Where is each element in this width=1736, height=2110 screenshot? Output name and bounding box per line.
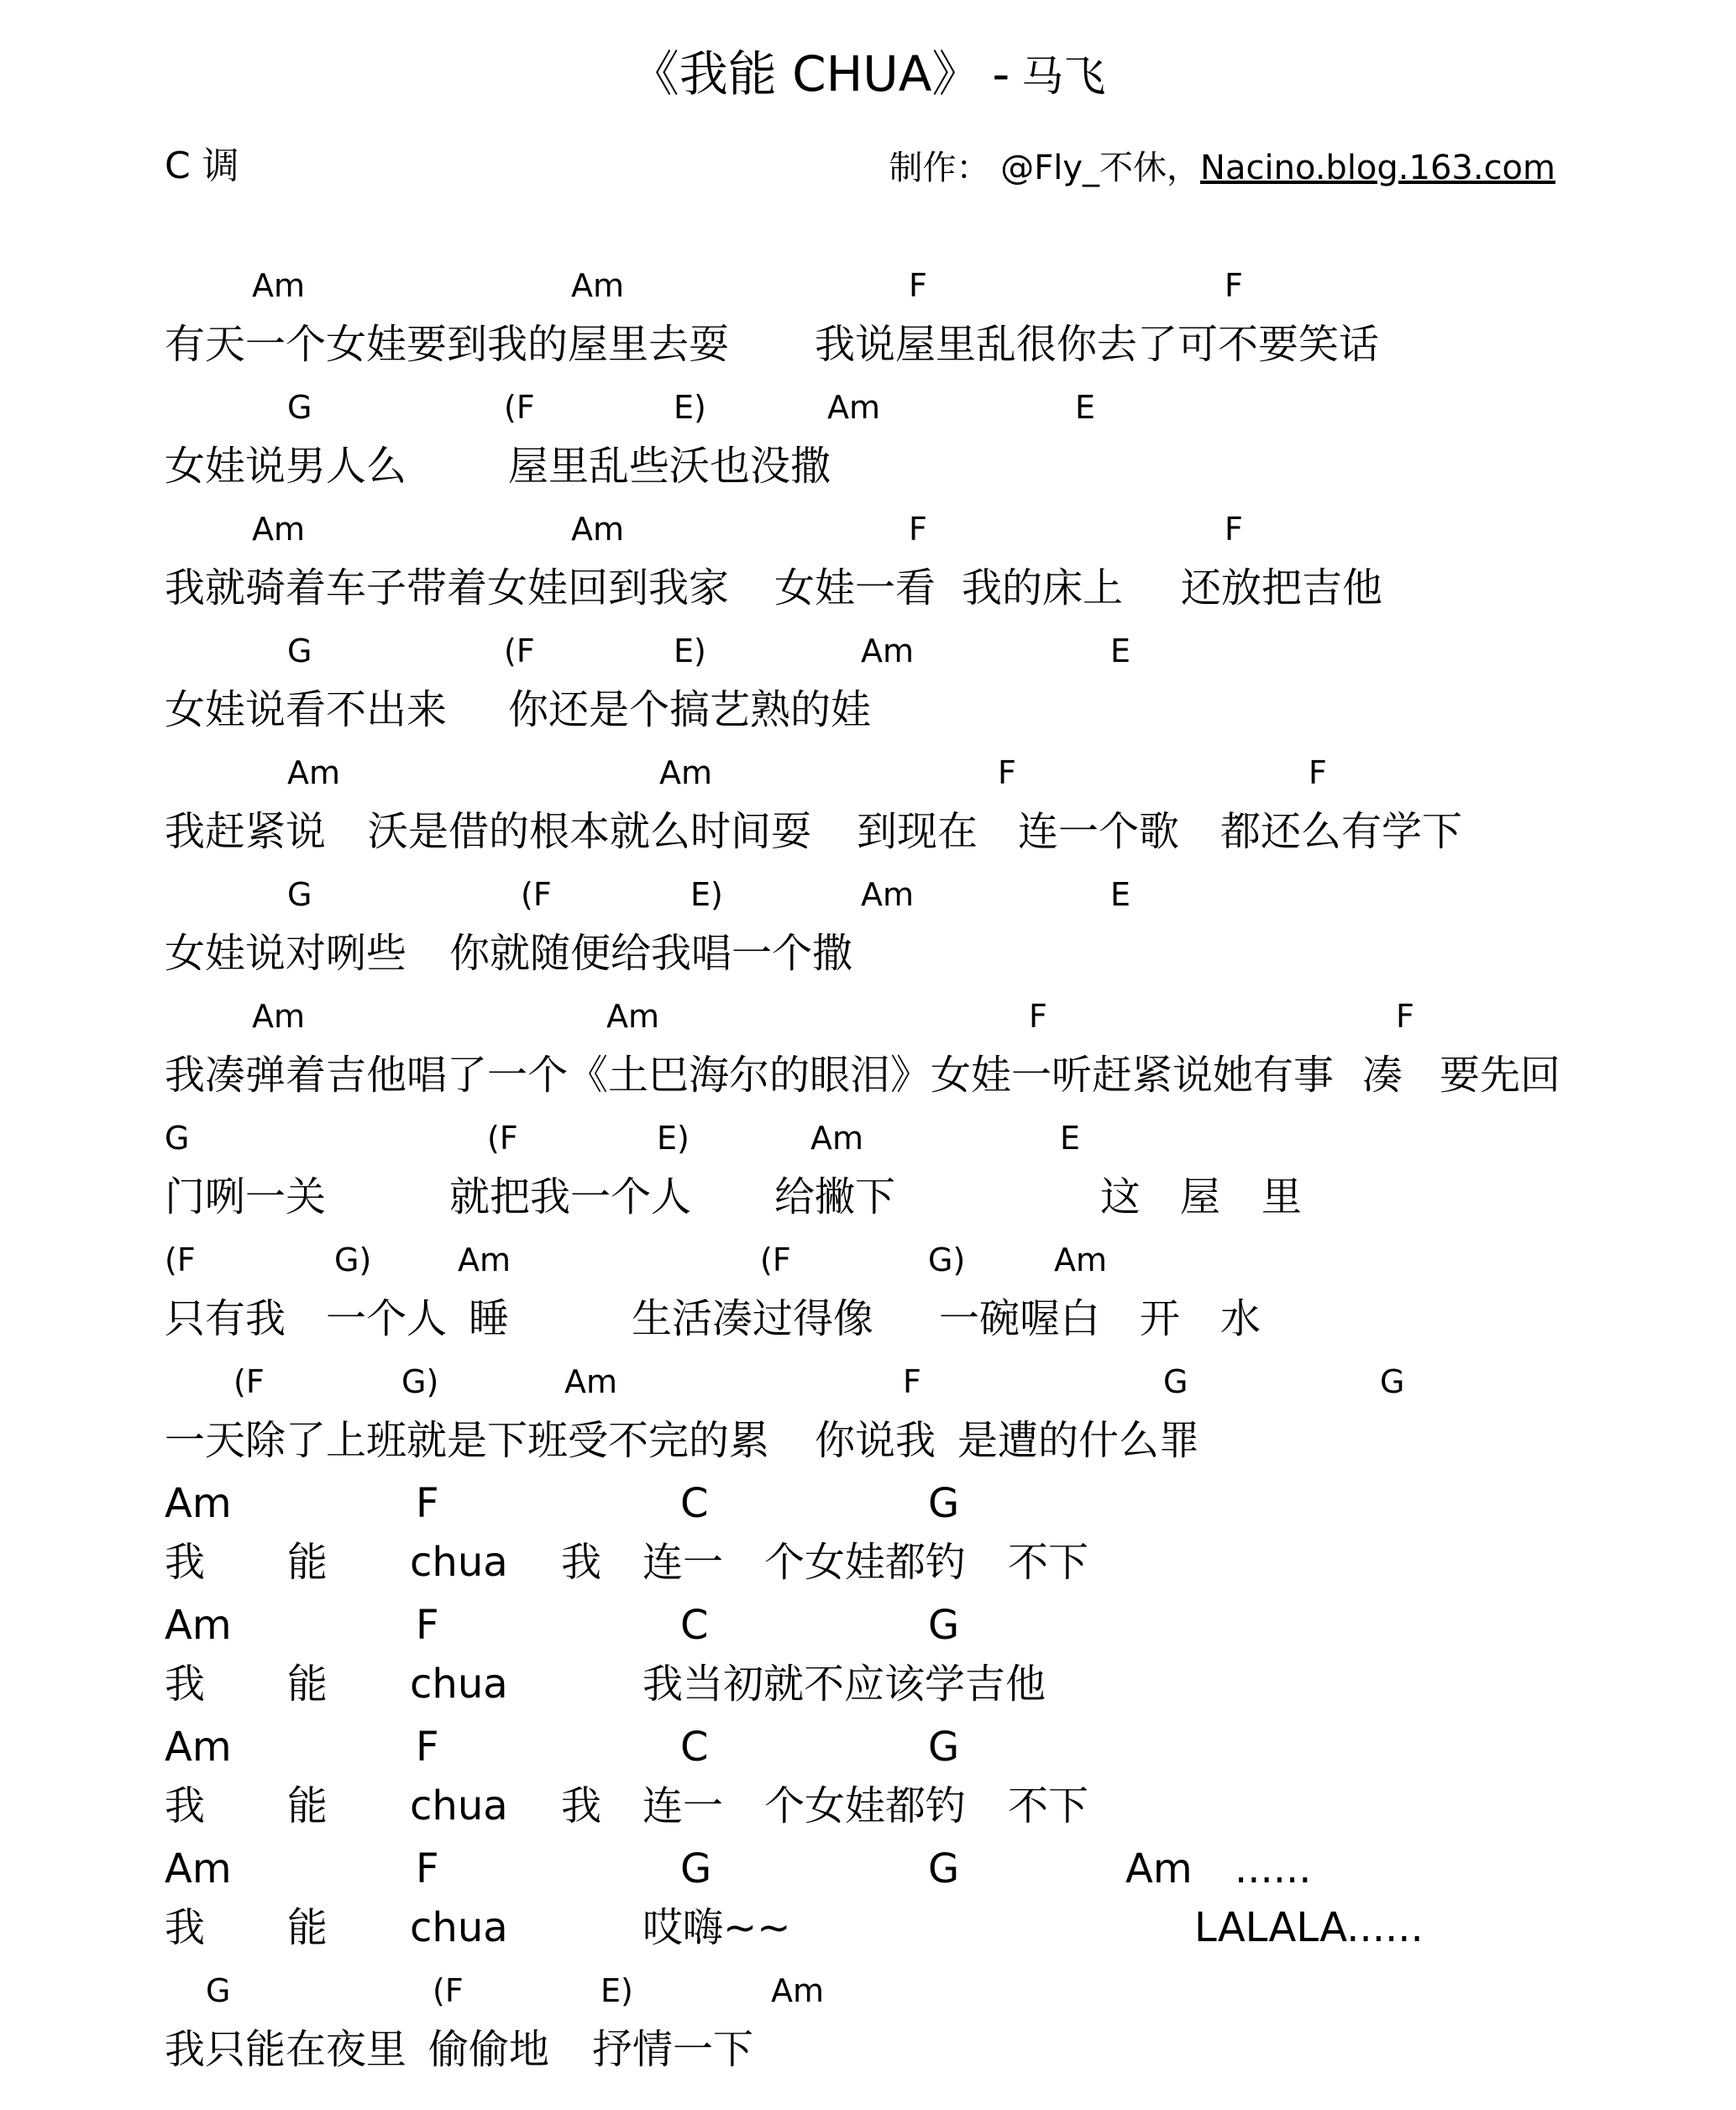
chord-symbol: E (1110, 632, 1131, 669)
chord-symbol: Am (659, 754, 713, 791)
lyric-segment: 不下 (1008, 1539, 1089, 1586)
lyric-segment: chua (410, 1782, 508, 1829)
lyric-segment: 女娃一看 (774, 564, 936, 611)
lyric-segment: 凑 (1362, 1052, 1403, 1099)
lyric-segment: 只有我 (165, 1295, 286, 1342)
lyric-segment: 屋里乱些沃也没撒 (508, 443, 831, 490)
lyric-segment: 一天除了上班就是下班受不完的累 (165, 1417, 770, 1464)
chord-symbol: E (1110, 876, 1131, 913)
chord-symbol: G (1163, 1363, 1188, 1400)
credits-label: 制作： (889, 149, 990, 187)
chord-symbol: (F (760, 1241, 791, 1278)
lyric-segment: 睡 (469, 1295, 510, 1342)
chord-symbol: G (287, 389, 312, 426)
lyric-segment: 我 (165, 1661, 206, 1708)
lyric-segment: 开 (1140, 1295, 1181, 1342)
credits-blog-link[interactable]: Nacino.blog.163.com (1200, 149, 1555, 187)
lyric-line (0, 1533, 1736, 1592)
lyric-segment: 连一个歌 (1018, 808, 1180, 855)
lyric-segment: 我赶紧说 (165, 808, 327, 855)
lyric-line (0, 680, 1736, 739)
chord-symbol: Am (606, 998, 660, 1035)
chord-line (0, 256, 1736, 315)
lyric-segment: 到现在 (857, 808, 978, 855)
chord-symbol: G) (401, 1363, 439, 1400)
chord-line (0, 1961, 1736, 2020)
chord-symbol: Am (1125, 1845, 1193, 1892)
lyric-segment: 能 (287, 1782, 328, 1829)
lyric-segment: chua (410, 1539, 508, 1586)
chord-line (0, 622, 1736, 680)
chord-line (0, 987, 1736, 1046)
lyric-segment: 女娃说男人么 (165, 443, 407, 490)
lyric-segment: 我 (165, 1904, 206, 1951)
chord-symbol: Am (571, 267, 625, 304)
chord-line (0, 1718, 1736, 1777)
chord-symbol: (F (504, 389, 535, 426)
chord-symbol: G (928, 1480, 960, 1527)
chord-symbol: F (903, 1363, 921, 1400)
chord-symbol: F (998, 754, 1016, 791)
chord-line (0, 1109, 1736, 1168)
lyric-segment: 女娃说对咧些 (165, 930, 407, 977)
lyric-segment: 门咧一关 (165, 1173, 327, 1220)
chord-symbol: Am (861, 632, 915, 669)
lyric-segment: 我说屋里乱很你去了可不要笑话 (815, 321, 1380, 368)
lyric-line (0, 1655, 1736, 1714)
chord-symbol: C (680, 1602, 709, 1649)
song-title: 《我能 CHUA》 (630, 45, 981, 102)
lyric-segment: 一碗喔白 (939, 1295, 1101, 1342)
chord-symbol: F (909, 267, 927, 304)
chord-symbol: Am (165, 1480, 232, 1527)
chord-symbol: F (1396, 998, 1414, 1035)
chord-symbol: Am (810, 1120, 864, 1157)
chord-symbol: F (1029, 998, 1047, 1035)
song-title-line (0, 40, 1736, 110)
lyric-line (0, 924, 1736, 983)
chord-symbol: (F (433, 1972, 464, 2009)
chord-symbol: G) (334, 1241, 372, 1278)
lyric-line (0, 2020, 1736, 2079)
lyric-line (0, 315, 1736, 374)
chord-symbol: Am (571, 511, 625, 548)
lyric-line (0, 1898, 1736, 1957)
chord-symbol: Am (458, 1241, 511, 1278)
chord-symbol: G (928, 1724, 960, 1771)
chord-line (0, 743, 1736, 802)
lyric-segment: 我凑弹着吉他唱了一个《土巴海尔的眼泪》女娃一听赶紧说她有事 (165, 1052, 1335, 1099)
chord-line (0, 378, 1736, 437)
lyric-segment: 连一 (642, 1782, 724, 1829)
chord-symbol: Am (564, 1363, 618, 1400)
lyric-segment: 你说我 (815, 1417, 936, 1464)
lyric-line (0, 437, 1736, 496)
chord-symbol: E) (690, 876, 723, 913)
lyric-segment: 屋 (1180, 1173, 1221, 1220)
chord-symbol: C (680, 1724, 709, 1771)
chord-line (0, 500, 1736, 559)
lyric-line (0, 559, 1736, 617)
lyric-segment: 里 (1261, 1173, 1303, 1220)
lyric-line (0, 1777, 1736, 1835)
lyric-line (0, 1411, 1736, 1470)
credits-author: @Fly_不休， (1000, 149, 1201, 187)
chord-symbol: E (1075, 389, 1096, 426)
chord-symbol: G (287, 632, 312, 669)
chord-line (0, 1474, 1736, 1533)
lyric-line (0, 1168, 1736, 1226)
chord-symbol: G (1380, 1363, 1405, 1400)
chord-symbol: F (416, 1724, 439, 1771)
lyric-segment: 你就随便给我唱一个撒 (449, 930, 853, 977)
chord-symbol: F (1225, 511, 1243, 548)
chord-symbol: G (287, 876, 312, 913)
lyric-segment: 个女娃都钓 (764, 1782, 967, 1829)
lyric-segment: 能 (287, 1661, 328, 1708)
lyric-segment: 这 (1100, 1173, 1141, 1220)
chord-symbol: G (206, 1972, 231, 2009)
chord-symbol: F (416, 1845, 439, 1892)
chord-symbol: (F (521, 876, 552, 913)
lyric-segment: 是遭的什么罪 (957, 1417, 1200, 1464)
lyric-segment: 一个人 (326, 1295, 448, 1342)
song-key: C 调 (165, 144, 239, 187)
chord-symbol: G) (928, 1241, 966, 1278)
chord-symbol: Am (1054, 1241, 1108, 1278)
chord-symbol: Am (165, 1724, 232, 1771)
lyric-segment: 水 (1220, 1295, 1261, 1342)
chord-symbol: (F (487, 1120, 518, 1157)
chord-symbol: Am (252, 267, 306, 304)
lyric-segment: 生活凑过得像 (632, 1295, 874, 1342)
chord-symbol: Am (771, 1972, 825, 2009)
lyric-segment: 哎嗨~~ (642, 1904, 791, 1951)
lyric-segment: chua (410, 1661, 508, 1708)
lyric-line (0, 802, 1736, 861)
lyric-segment: 连一 (642, 1539, 724, 1586)
lyric-segment: 女娃说看不出来 (165, 686, 448, 733)
lyric-segment: 有天一个女娃要到我的屋里去耍 (165, 321, 730, 368)
credits (889, 143, 1555, 193)
lyric-segment: 还放把吉他 (1181, 564, 1383, 611)
chord-symbol: Am (287, 754, 341, 791)
lyric-segment: 能 (287, 1904, 328, 1951)
lyric-segment: 给撇下 (774, 1173, 896, 1220)
lyric-segment: 你还是个搞艺熟的娃 (508, 686, 872, 733)
lyric-segment: 我的床上 (962, 564, 1124, 611)
chord-symbol: ...... (1235, 1845, 1312, 1892)
chord-symbol: Am (861, 876, 915, 913)
artist-name: 马飞 (1021, 52, 1106, 101)
chord-line (0, 1231, 1736, 1289)
lyric-segment: 偷偷地 (428, 2026, 550, 2073)
chord-line (0, 1840, 1736, 1898)
lyric-segment: 我 (561, 1539, 602, 1586)
chord-symbol: Am (252, 511, 306, 548)
lyric-segment: 我当初就不应该学吉他 (642, 1661, 1046, 1708)
title-dash: - (992, 45, 1010, 102)
lyric-segment: 不下 (1008, 1782, 1089, 1829)
chord-symbol: G (928, 1602, 960, 1649)
chord-symbol: E) (674, 632, 706, 669)
lyric-segment: 能 (287, 1539, 328, 1586)
chord-symbol: C (680, 1480, 709, 1527)
chord-symbol: (F (233, 1363, 265, 1400)
lyric-segment: 我 (165, 1782, 206, 1829)
chord-symbol: F (909, 511, 927, 548)
chord-symbol: Am (165, 1845, 232, 1892)
lyric-segment: 我 (165, 1539, 206, 1586)
chord-symbol: E) (657, 1120, 690, 1157)
chord-symbol: Am (165, 1602, 232, 1649)
chord-symbol: F (416, 1480, 439, 1527)
chord-symbol: Am (827, 389, 881, 426)
chord-symbol: G (928, 1845, 960, 1892)
lyric-segment: 我就骑着车子带着女娃回到我家 (165, 564, 730, 611)
chord-symbol: E) (601, 1972, 633, 2009)
chord-line (0, 1352, 1736, 1411)
chord-line (0, 865, 1736, 924)
lyric-segment: 我只能在夜里 (165, 2026, 407, 2073)
lyric-segment: 就把我一个人 (449, 1173, 692, 1220)
chord-symbol: Am (252, 998, 306, 1035)
chord-symbol: F (1309, 754, 1327, 791)
chord-symbol: E (1060, 1120, 1081, 1157)
lyric-segment: 我 (561, 1782, 602, 1829)
chord-symbol: (F (165, 1241, 196, 1278)
lyric-segment: chua (410, 1904, 508, 1951)
lyric-segment: LALALA...... (1194, 1904, 1424, 1951)
lyric-line (0, 1046, 1736, 1105)
chord-symbol: G (680, 1845, 712, 1892)
lyric-segment: 沃是借的根本就么时间耍 (368, 808, 812, 855)
lyric-segment: 都还么有学下 (1220, 808, 1463, 855)
lyric-segment: 个女娃都钓 (764, 1539, 967, 1586)
chord-symbol: F (416, 1602, 439, 1649)
lyric-line (0, 1289, 1736, 1348)
chord-symbol: E) (674, 389, 706, 426)
lyric-segment: 抒情一下 (592, 2026, 754, 2073)
chord-symbol: G (165, 1120, 190, 1157)
chord-symbol: F (1225, 267, 1243, 304)
lyric-segment: 要先回 (1440, 1052, 1561, 1099)
chord-symbol: (F (504, 632, 535, 669)
chord-line (0, 1596, 1736, 1655)
